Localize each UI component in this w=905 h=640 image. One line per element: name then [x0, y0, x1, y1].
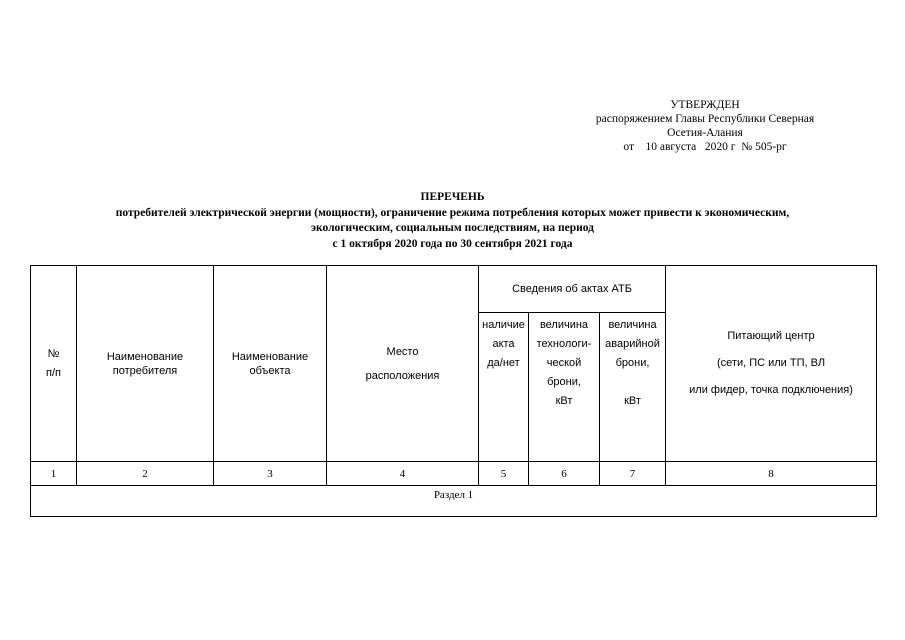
header-location: [327, 266, 479, 462]
approval-line-2: Осетия-Алания: [667, 127, 743, 139]
header-tech-reserve-line-4: брони,: [547, 376, 581, 388]
column-number-7: 7: [600, 462, 666, 486]
header-tech-reserve-line-3: ческой: [546, 357, 582, 369]
header-emergency-reserve: [600, 313, 666, 462]
header-power-center-line-1: Питающий центр: [727, 330, 815, 342]
header-location-line-1: Место: [386, 345, 419, 358]
column-number-3: 3: [214, 462, 327, 486]
header-tech-reserve: [529, 313, 600, 462]
header-power-center-line-2: (сети, ПС или ТП, ВЛ: [716, 357, 826, 369]
header-number-sign: №: [47, 347, 60, 360]
header-power-center-line-3: или фидер, точка подключения): [689, 384, 853, 396]
header-object-name: Наименование объекта: [214, 266, 327, 462]
section-title: Раздел 1: [31, 486, 877, 517]
header-act-presence-line-1: наличие: [482, 319, 525, 331]
approval-title: УТВЕРЖДЕН: [670, 99, 740, 111]
section-row: [31, 486, 877, 517]
header-emergency-reserve-line-1: величина: [608, 319, 657, 331]
header-emergency-reserve-line-2: аварийной: [605, 338, 660, 350]
header-tech-reserve-line-1: величина: [539, 319, 589, 331]
header-tech-reserve-line-2: технологи-: [536, 338, 592, 350]
heading-line-3: с 1 октября 2020 года по 30 сентября 2021 года: [332, 237, 573, 250]
column-number-5: 5: [479, 462, 529, 486]
document-heading: [30, 190, 875, 252]
header-emergency-reserve-line-4: кВт: [624, 395, 641, 407]
header-number: [31, 266, 77, 462]
approval-date-line: от 10 августа 2020 г № 505-рг: [623, 141, 787, 153]
column-numbers-row: [31, 462, 877, 486]
header-act-presence-line-3: да/нет: [487, 357, 520, 369]
header-power-center: [666, 266, 877, 462]
header-emergency-reserve-line-3: брони,: [615, 357, 650, 369]
header-number-pp: п/п: [46, 366, 61, 379]
approval-block: [565, 98, 845, 154]
heading-line-1: потребителей электрической энергии (мощности), ограничение режима потребления которых может привести к экономическим,: [115, 206, 790, 219]
heading-line-2: экологическим, социальным последствиям, на период: [311, 222, 594, 234]
column-number-8: 8: [666, 462, 877, 486]
header-tech-reserve-line-5: кВт: [555, 395, 573, 407]
header-act-presence-line-2: акта: [492, 338, 515, 350]
column-number-1: 1: [31, 462, 77, 486]
header-location-line-2: расположения: [365, 369, 440, 382]
column-number-6: 6: [529, 462, 600, 486]
column-number-2: 2: [77, 462, 214, 486]
column-number-4: 4: [327, 462, 479, 486]
header-act-presence: [479, 313, 529, 462]
header-consumer-name: Наименование потребителя: [77, 266, 214, 462]
approval-line-1: распоряжением Главы Республики Северная: [595, 113, 815, 125]
heading-title: ПЕРЕЧЕНЬ: [420, 191, 485, 203]
header-atb-acts: Сведения об актах АТБ: [479, 266, 666, 313]
consumers-table: [30, 265, 877, 517]
